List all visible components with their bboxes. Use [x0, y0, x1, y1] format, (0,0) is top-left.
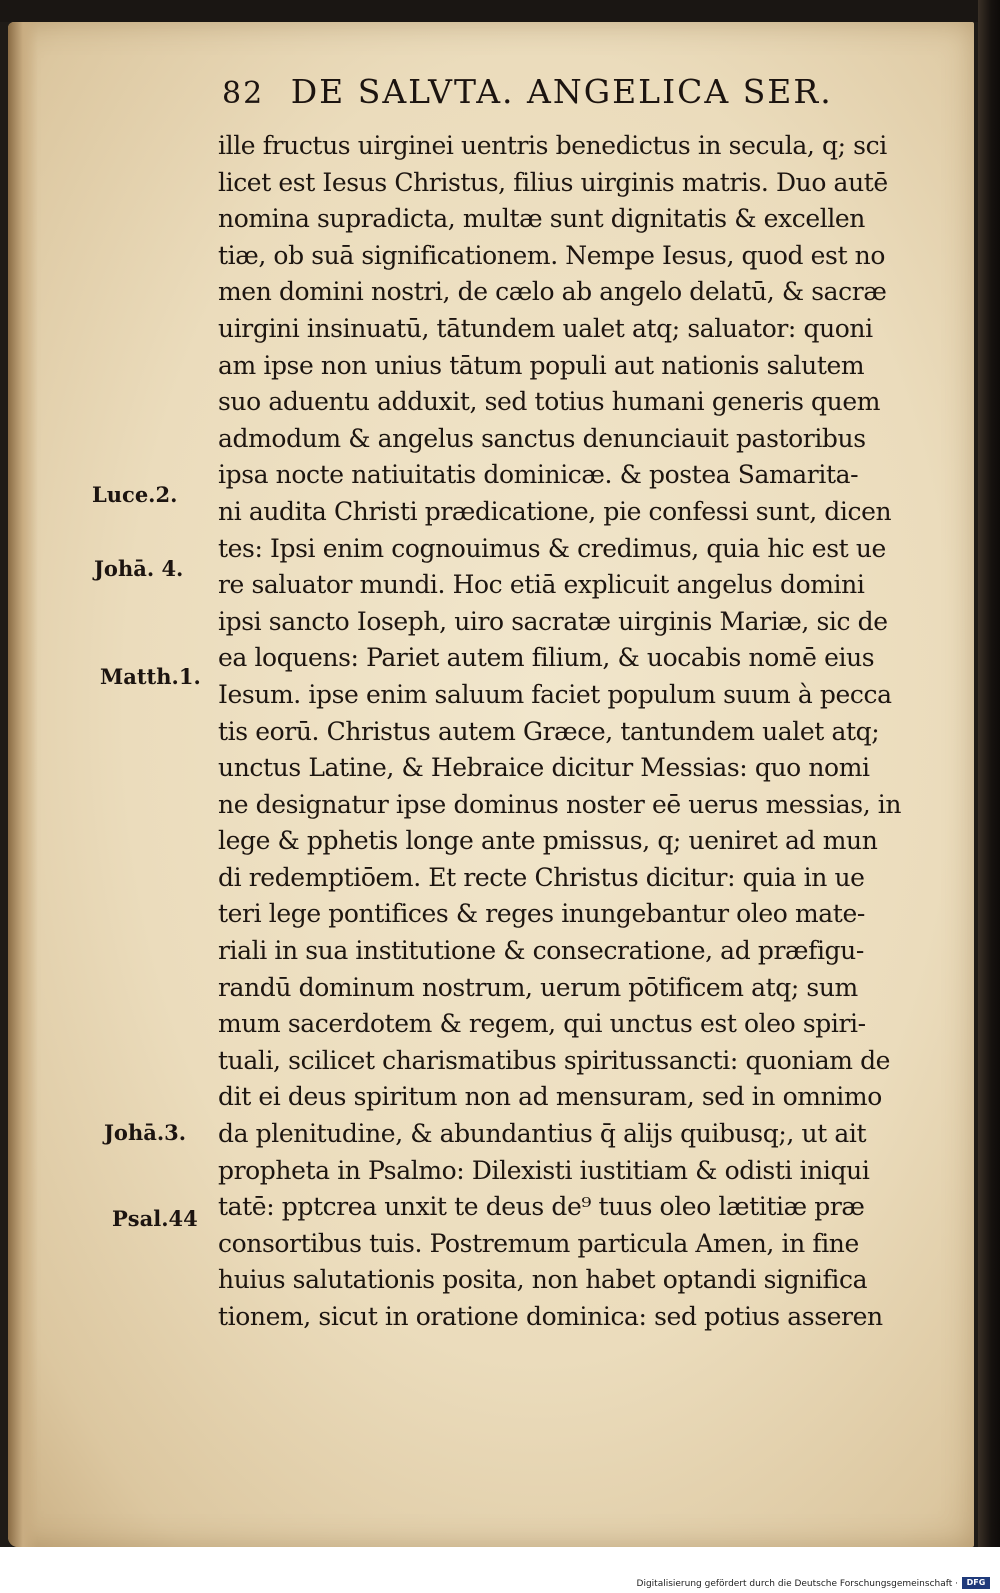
running-head [222, 72, 912, 124]
text-line: randū dominum nostrum, uerum pōtificem atq; sum [218, 972, 858, 1002]
text-line: licet est Iesus Christus, filius uirginis matris. Duo autē [218, 167, 888, 197]
text-line: huius salutationis posita, non habet optandi significa [218, 1265, 868, 1295]
text-line: dit ei deus spiritum non ad mensuram, sed in omnimo [218, 1082, 882, 1112]
dfg-logo: DFG [962, 1577, 990, 1589]
text-line: uirgini insinuatū, tātundem ualet atq; saluator: quoni [218, 313, 873, 343]
body-text [218, 128, 950, 1336]
text-line: men domini nostri, de cælo ab angelo delatū, & sacræ [218, 277, 887, 307]
text-line: tionem, sicut in oratione dominica: sed potius asseren [218, 1302, 883, 1331]
text-line: riali in sua institutione & consecratione, ad præfigu- [218, 936, 864, 966]
text-line: suo aduentu adduxit, sed totius humani generis quem [218, 387, 881, 417]
marginal-note-psalm: Psal.44 [112, 1206, 198, 1231]
text-line: re saluator mundi. Hoc etiā explicuit angelus domini [218, 570, 865, 600]
text-line: tuali, scilicet charismatibus spiritussancti: quoniam de [218, 1045, 891, 1075]
marginal-note-john-4: Johā. 4. [94, 556, 184, 581]
text-line: consortibus tuis. Postremum particula Amen, in fine [218, 1228, 859, 1258]
text-line: admodum & angelus sanctus denunciauit pastoribus [218, 423, 866, 453]
text-line: am ipse non unius tātum populi aut nationis salutem [218, 350, 865, 380]
text-line: tes: Ipsi enim cognouimus & credimus, quia hic est ue [218, 533, 886, 563]
text-line: mum sacerdotem & regem, qui unctus est oleo spiri- [218, 1009, 866, 1039]
text-line: tiæ, ob suā significationem. Nempe Iesus, quod est no [218, 240, 886, 270]
text-line: unctus Latine, & Hebraice dicitur Messias: quo nomi [218, 753, 870, 783]
text-line: ea loquens: Pariet autem filium, & uocabis nomē eius [218, 643, 875, 673]
marginal-note-luke: Luce.2. [92, 482, 178, 507]
digitization-credit: Digitalisierung gefördert durch die Deutsche Forschungsgemeinschaft · [636, 1579, 958, 1589]
book-spine-edge [978, 0, 1000, 1593]
text-line: ipsi sancto Ioseph, uiro sacratæ uirginis Mariæ, sic de [218, 606, 888, 636]
running-title: DE SALVTA. ANGELICA SER. [290, 72, 833, 111]
page-number: 82 [222, 76, 265, 111]
text-line: propheta in Psalmo: Dilexisti iustitiam & odisti iniqui [218, 1155, 870, 1185]
text-line: teri lege pontifices & reges inungebantur oleo mate- [218, 899, 865, 929]
text-line: lege & pphetis longe ante pmissus, q; ueniret ad mun [218, 826, 878, 856]
marginal-note-john-3: Johā.3. [104, 1120, 187, 1145]
text-line: ne designatur ipse dominus noster eē uerus messias, in [218, 789, 902, 819]
scan-background-top [0, 0, 1000, 22]
text-line: ille fructus uirginei uentris benedictus in secula, q; sci [218, 131, 887, 160]
text-line: di redemptiōem. Et recte Christus dicitur: quia in ue [218, 862, 865, 892]
text-line: nomina supradicta, multæ sunt dignitatis & excellen [218, 204, 866, 234]
text-line: da plenitudine, & abundantius q̄ alijs quibusq;, ut ait [218, 1119, 867, 1149]
text-line: tis eorū. Christus autem Græce, tantundem ualet atq; [218, 716, 880, 746]
text-line: Iesum. ipse enim saluum faciet populum suum à pecca [218, 679, 892, 709]
text-line: ni audita Christi prædicatione, pie confessi sunt, dicen [218, 496, 892, 526]
page-gutter-shadow [8, 22, 38, 1547]
marginal-note-matthew: Matth.1. [100, 664, 201, 689]
text-line: tatē: pptcrea unxit te deus de⁹ tuus oleo lætitiæ præ [218, 1192, 865, 1222]
text-line: ipsa nocte natiuitatis dominicæ. & postea Samarita- [218, 460, 859, 490]
